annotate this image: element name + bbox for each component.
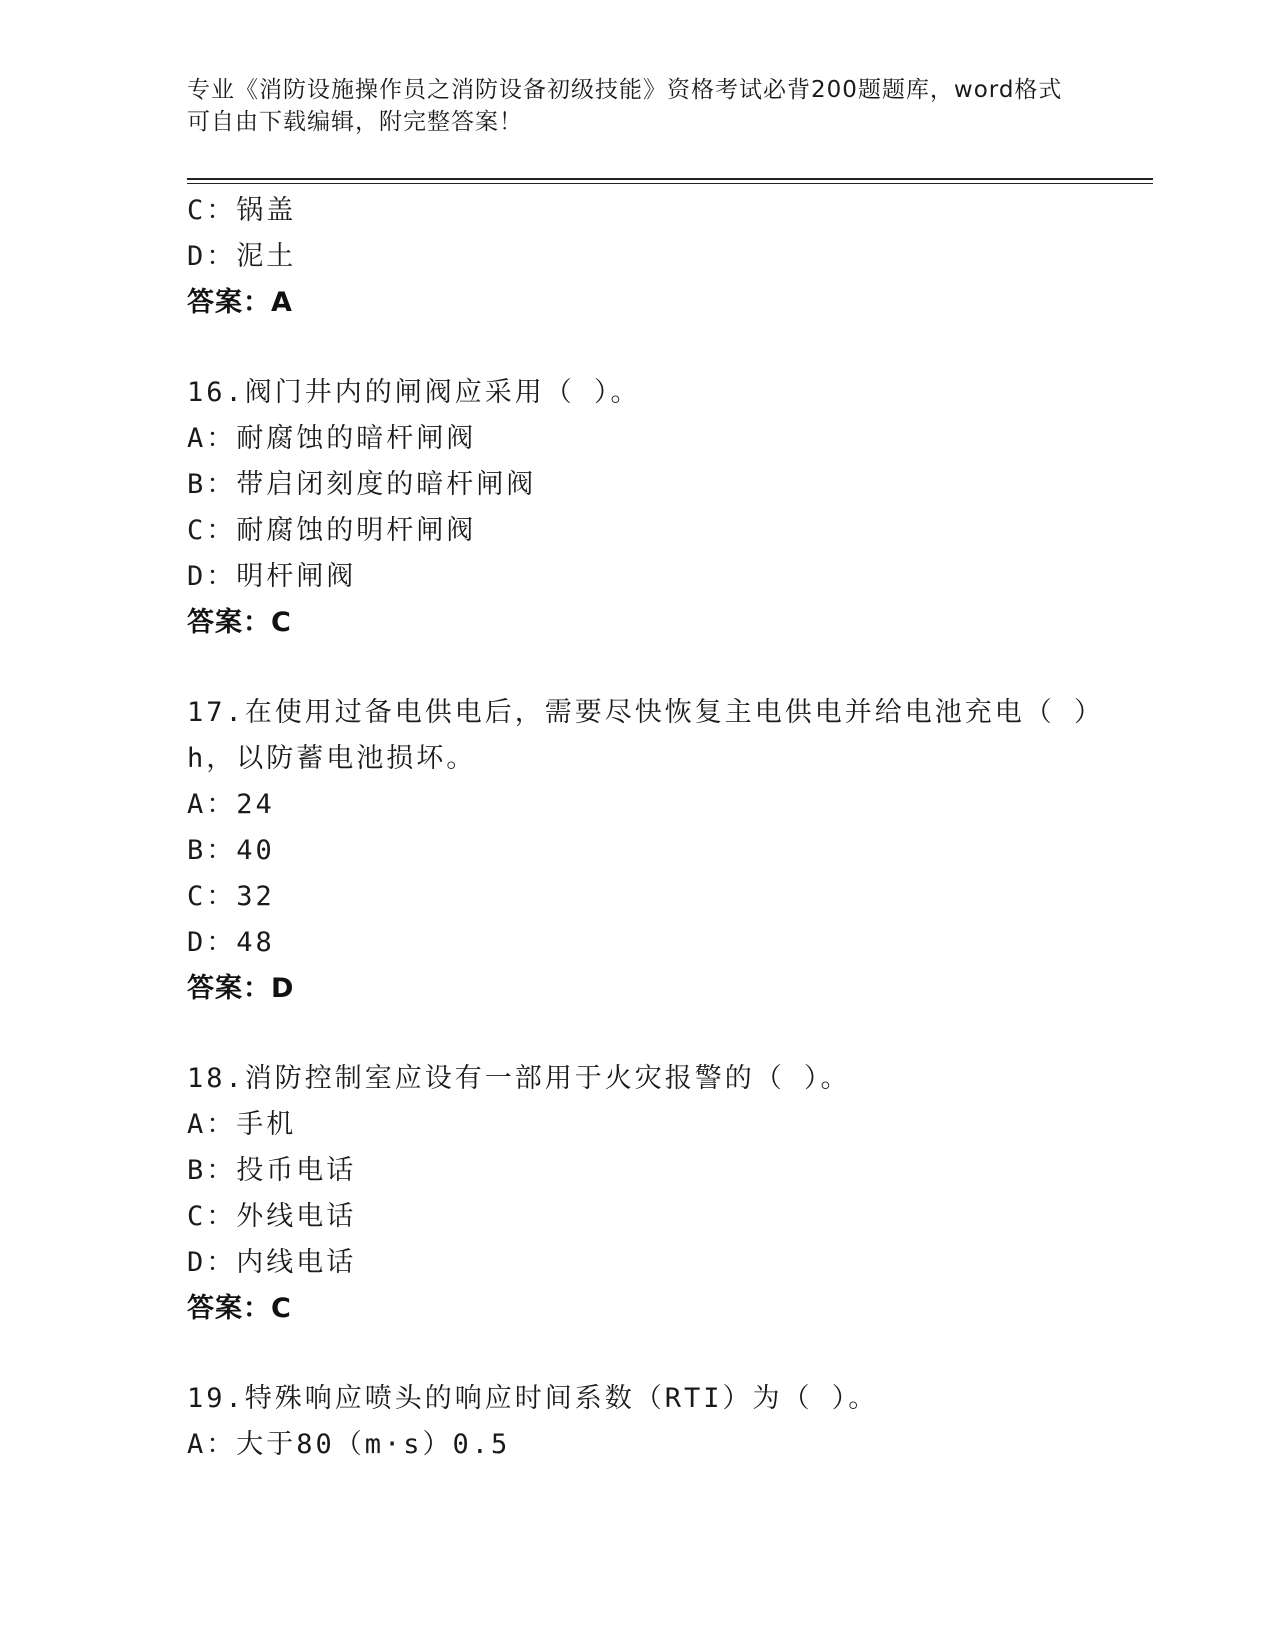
option-a: A：24 [187, 789, 275, 820]
question-17 [187, 690, 1105, 1012]
option-a: A：手机 [187, 1109, 297, 1140]
question-text: 19.特殊响应喷头的响应时间系数（RTI）为（ ）。 [187, 1383, 879, 1414]
document-header: 专业《消防设施操作员之消防设备初级技能》资格考试必背200题题库，word格式可自由下载编辑，附完整答案！ [187, 77, 1063, 135]
option-b: B：投币电话 [187, 1155, 357, 1186]
question-text: 16.阀门井内的闸阀应采用（ ）。 [187, 377, 641, 408]
answer-label: 答案：D [187, 973, 295, 1004]
option-c: C：外线电话 [187, 1201, 357, 1232]
header-divider-thick [187, 178, 1153, 180]
option-a: A：大于80（m·s）0.5 [187, 1429, 511, 1460]
option-a: A：耐腐蚀的暗杆闸阀 [187, 423, 477, 454]
option-d: D：48 [187, 927, 275, 958]
answer-label: 答案：C [187, 607, 292, 638]
answer-label: 答案：C [187, 1293, 292, 1324]
question-text-line-1: 17.在使用过备电供电后，需要尽快恢复主电供电并给电池充电（ ） [187, 697, 1105, 728]
question-list [187, 188, 1105, 1468]
option-b: B：40 [187, 835, 275, 866]
option-d: D：泥土 [187, 241, 297, 272]
option-c: C：耐腐蚀的明杆闸阀 [187, 515, 477, 546]
question-18 [187, 1056, 1087, 1332]
answer-label: 答案：A [187, 287, 293, 318]
question-19 [187, 1376, 1087, 1468]
option-b: B：带启闭刻度的暗杆闸阀 [187, 469, 537, 500]
question-15-tail [187, 188, 1087, 326]
option-c: C：锅盖 [187, 195, 297, 226]
question-16 [187, 370, 1087, 646]
question-text: 18.消防控制室应设有一部用于火灾报警的（ ）。 [187, 1063, 851, 1094]
question-text-line-2: h，以防蓄电池损坏。 [187, 743, 477, 774]
option-d: D：明杆闸阀 [187, 561, 357, 592]
option-c: C：32 [187, 881, 275, 912]
header-divider-thin [187, 183, 1153, 184]
option-d: D：内线电话 [187, 1247, 357, 1278]
